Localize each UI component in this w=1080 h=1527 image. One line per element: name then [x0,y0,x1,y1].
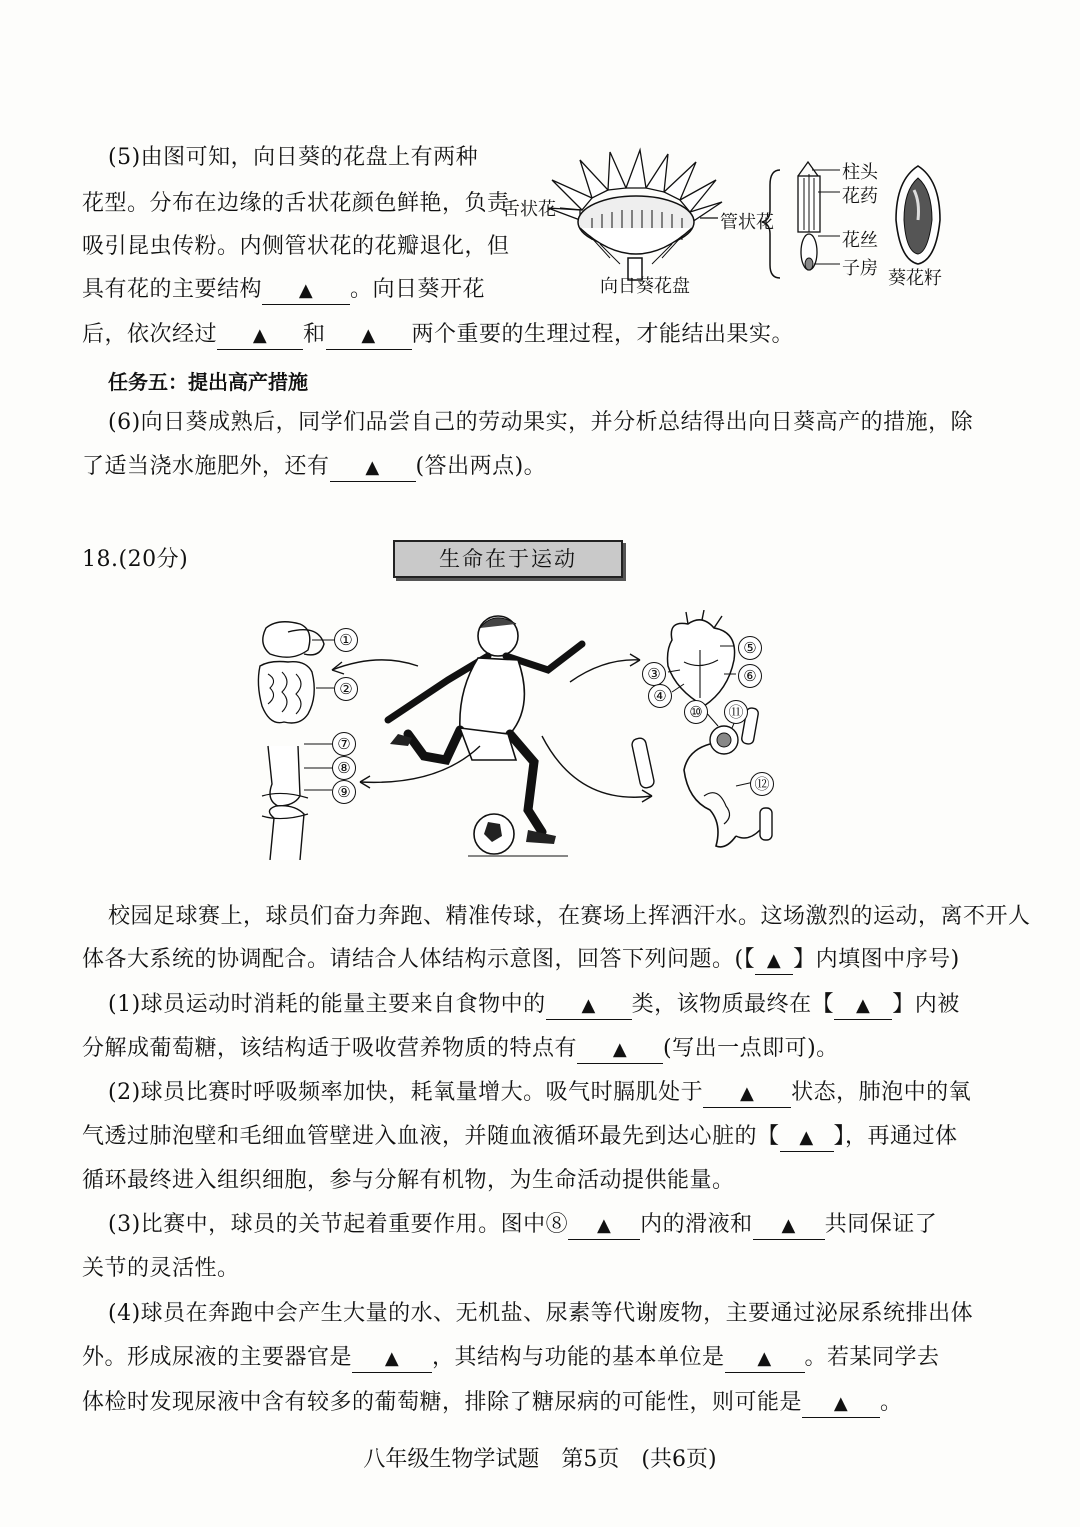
label-tubular-floret: 管状花 [720,212,774,233]
answer-blank[interactable]: ▲ [703,1081,791,1108]
label-5: ⑤ [738,636,762,660]
answer-blank[interactable]: ▲ [725,1346,805,1373]
answer-blank[interactable]: ▲ [262,278,350,305]
text: 共同保证了 [824,1212,938,1237]
body-structure-drawing [248,610,808,860]
label-12: ⑫ [750,772,774,796]
q18-3-line2: 关节的灵活性。 [82,1256,240,1281]
label-anther: 花药 [842,186,878,207]
answer-blank[interactable]: ▲ [834,993,892,1020]
label-2: ② [334,677,358,701]
q18-2-line2 [82,1122,958,1152]
label-sunflower-seed: 葵花籽 [888,268,942,289]
text: 。 [880,1390,903,1415]
label-6: ⑥ [738,664,762,688]
text: (2)球员比赛时呼吸频率加快，耗氧量增大。吸气时膈肌处于 [108,1080,704,1105]
answer-blank[interactable]: ▲ [546,993,632,1020]
text: 外。形成尿液的主要器官是 [82,1345,353,1370]
text: 具有花的主要结构 [82,277,263,302]
q18-1-line1 [108,990,960,1020]
label-9: ⑨ [332,780,356,804]
label-stigma: 柱头 [842,162,878,183]
answer-blank[interactable]: ▲ [753,1213,825,1240]
label-flower-head: 向日葵花盘 [600,276,690,297]
answer-blank[interactable]: ▲ [330,455,416,482]
q18-4-line3 [82,1388,903,1418]
q18-2-line1 [108,1078,971,1108]
answer-blank[interactable]: ▲ [217,323,303,350]
q17-5-line3: 吸引昆虫传粉。内侧管状花的花瓣退化，但 [82,234,510,259]
text: (写出一点即可)。 [663,1036,839,1061]
text: 】，再通过体 [833,1124,958,1149]
answer-blank[interactable]: ▲ [577,1037,663,1064]
text: (1)球员运动时消耗的能量主要来自食物中的 [108,992,546,1017]
q18-1-line2 [82,1034,839,1064]
answer-blank[interactable]: ▲ [802,1391,880,1418]
q18-3-line1 [108,1210,937,1240]
q18-4-line2 [82,1343,940,1373]
text: 状态，肺泡中的氧 [791,1080,972,1105]
q18-2-line3: 循环最终进入组织细胞，参与分解有机物，为生命活动提供能量。 [82,1168,735,1193]
page-footer: 八年级生物学试题 第5页 (共6页) [363,1447,717,1472]
text: 】内填图中序号) [793,947,960,972]
label-ovary: 子房 [842,258,878,279]
q18-intro-line1: 校园足球赛上，球员们奋力奔跑、精准传球，在赛场上挥洒汗水。这场激烈的运动，离不开人 [108,904,1031,929]
text: ，其结构与功能的基本单位是 [432,1345,725,1370]
label-7: ⑦ [332,732,356,756]
label-8: ⑧ [332,756,356,780]
q18-4-line1: (4)球员在奔跑中会产生大量的水、无机盐、尿素等代谢废物，主要通过泌尿系统排出体 [108,1301,974,1326]
q17-5-line1: (5)由图可知，向日葵的花盘上有两种 [108,145,479,170]
q17-5-line5 [82,320,794,350]
q17-6-line1: (6)向日葵成熟后，同学们品尝自己的劳动果实，并分析总结得出向日葵高产的措施，除 [108,410,974,435]
answer-blank[interactable]: ▲ [568,1213,640,1240]
text: 】内被 [892,992,960,1017]
q18-intro-line2 [82,945,960,975]
q18-topic-box: 生命在于运动 [393,540,623,578]
label-ray-floret: 舌状花 [502,199,556,220]
label-10: ⑩ [684,700,708,724]
text: 。若某同学去 [804,1345,940,1370]
text: 两个重要的生理过程，才能结出果实。 [411,322,795,347]
text: 内的滑液和 [640,1212,753,1237]
answer-blank[interactable]: ▲ [326,323,412,350]
text: 类，该物质最终在【 [631,992,835,1017]
label-3: ③ [642,662,666,686]
text: 体检时发现尿液中含有较多的葡萄糖，排除了糖尿病的可能性，则可能是 [82,1390,803,1415]
text: 体各大系统的协调配合。请结合人体结构示意图，回答下列问题。(【 [82,947,756,972]
task5-title: 任务五：提出高产措施 [108,370,308,394]
label-filament: 花丝 [842,230,878,251]
label-1: ① [334,628,358,652]
answer-blank[interactable]: ▲ [352,1346,432,1373]
label-4: ④ [648,684,672,708]
q17-5-line4 [82,275,485,305]
q17-6-line2 [82,452,546,482]
text: 和 [303,322,326,347]
q18-number: 18.(20分) [82,547,189,572]
text: 后，依次经过 [82,322,218,347]
text: (3)比赛中，球员的关节起着重要作用。图中⑧ [108,1212,569,1237]
q17-5-line2: 花型。分布在边缘的舌状花颜色鲜艳，负责 [82,191,510,216]
text: 了适当浇水施肥外，还有 [82,454,330,479]
example-blank: ▲ [755,948,793,975]
text: 。向日葵开花 [350,277,486,302]
text: (答出两点)。 [415,454,547,479]
sunflower-figure [500,140,970,310]
answer-blank[interactable]: ▲ [780,1125,834,1152]
text: 气透过肺泡壁和毛细血管壁进入血液，并随血液循环最先到达心脏的【 [82,1124,780,1149]
label-11: ⑪ [724,700,748,724]
text: 分解成葡萄糖，该结构适于吸收营养物质的特点有 [82,1036,578,1061]
body-structure-figure [248,610,808,860]
